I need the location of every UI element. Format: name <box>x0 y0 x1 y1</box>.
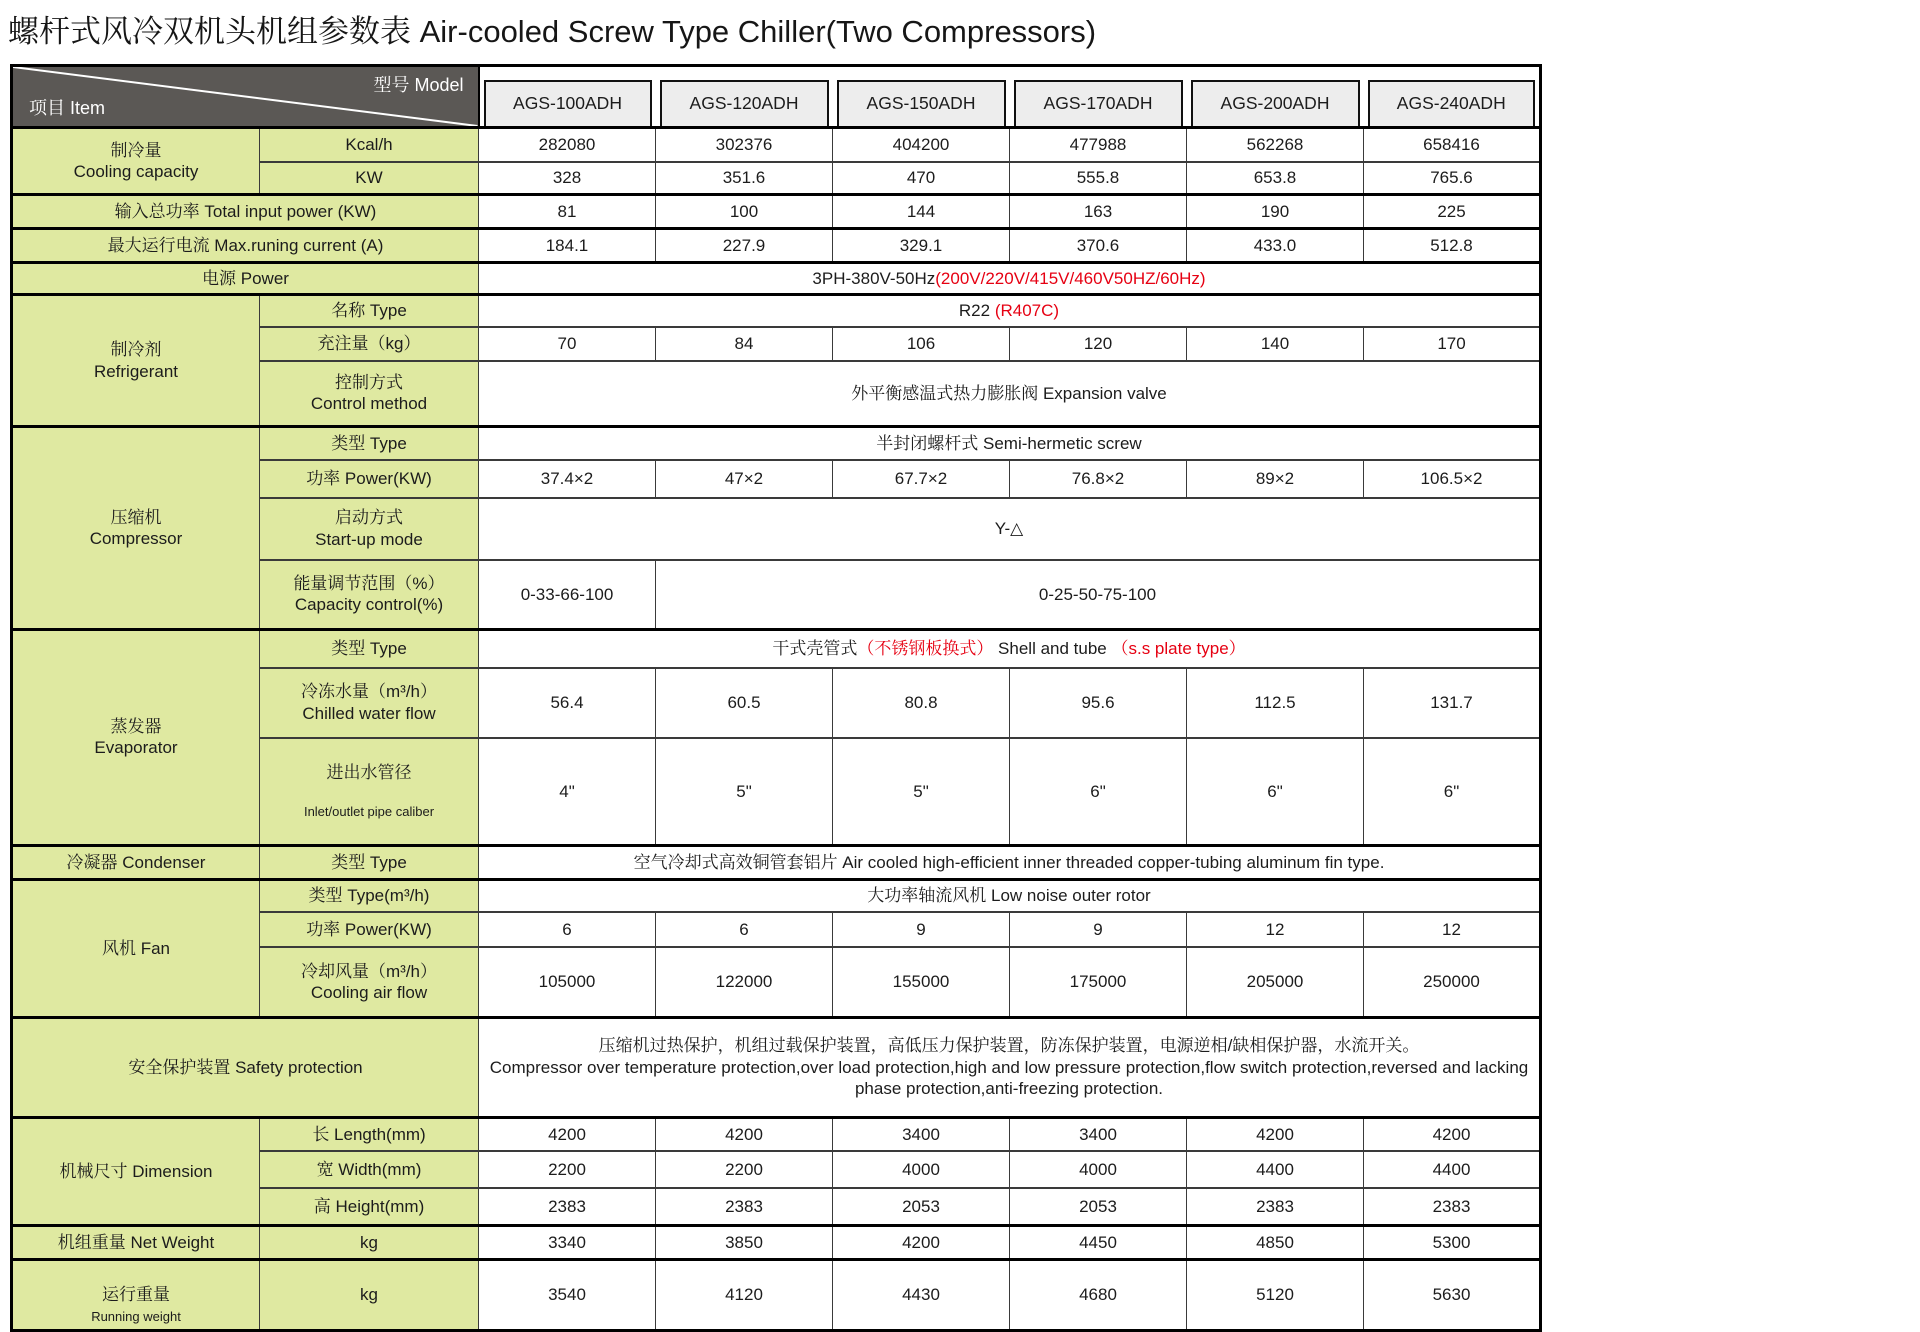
evaporator-type-value <box>479 630 1541 668</box>
row-label-height: 高 Height(mm) <box>260 1188 479 1225</box>
evaporator-type-en: Shell and tube <box>993 639 1112 659</box>
spec-value-cell: 122000 <box>656 947 833 1017</box>
spec-value-cell: 76.8×2 <box>1010 460 1187 498</box>
spec-value-cell: 3540 <box>479 1259 656 1330</box>
model-axis-label: 型号 Model <box>373 75 464 95</box>
model-header-cell <box>656 66 833 128</box>
spec-value-cell: 5" <box>833 738 1010 846</box>
row-net-weight <box>12 1225 1541 1259</box>
page-title: 螺杆式风冷双机头机组参数表 Air-cooled Screw Type Chiller(Two Compressors) <box>8 14 1097 49</box>
spec-value-cell: 5300 <box>1364 1225 1541 1259</box>
compressor-type-value: 半封闭螺杆式 Semi-hermetic screw <box>479 427 1541 460</box>
row-refrigerant-type <box>12 295 1541 327</box>
spec-value-cell: 4200 <box>1187 1117 1364 1151</box>
refrigerant-name: R22 <box>958 301 995 321</box>
row-fan-type <box>12 879 1541 912</box>
spec-value-cell: 2200 <box>479 1151 656 1188</box>
spec-value-cell: 112.5 <box>1187 668 1364 738</box>
spec-value-cell: 4000 <box>833 1151 1010 1188</box>
table-header-row <box>12 66 1541 128</box>
row-label-total-input-power: 输入总功率 Total input power (KW) <box>12 195 479 229</box>
spec-value-cell: 3850 <box>656 1225 833 1259</box>
spec-value-cell: 4200 <box>656 1117 833 1151</box>
spec-value-cell: 4200 <box>479 1117 656 1151</box>
unit-label-kw: KW <box>260 162 479 195</box>
pipe-caliber-label-en: Inlet/outlet pipe caliber <box>303 804 435 820</box>
row-condenser <box>12 845 1541 879</box>
spec-value-cell: 404200 <box>833 128 1010 162</box>
model-name: AGS-100ADH <box>484 80 652 126</box>
model-name: AGS-200ADH <box>1191 80 1360 126</box>
power-supply-options: (200V/220V/415V/460V50HZ/60Hz) <box>935 268 1206 288</box>
spec-value-cell: 4" <box>479 738 656 846</box>
spec-value-cell: 329.1 <box>833 229 1010 263</box>
spec-value-cell: 12 <box>1187 912 1364 947</box>
safety-protection-value <box>479 1017 1541 1117</box>
row-label-cooling-air-flow: 冷却风量（m³/h） Cooling air flow <box>260 947 479 1017</box>
group-label-cooling-capacity: 制冷量 Cooling capacity <box>12 128 260 195</box>
row-cooling-kcal <box>12 128 1541 162</box>
spec-value-cell: 658416 <box>1364 128 1541 162</box>
safety-text-zh: 压缩机过热保护，机组过载保护装置，高低压力保护装置，防冻保护装置，电源逆相/缺相保护器，水流开关。 <box>598 1036 1420 1056</box>
spec-value-cell: 3400 <box>833 1117 1010 1151</box>
net-weight-unit: kg <box>260 1225 479 1259</box>
spec-value-cell: 56.4 <box>479 668 656 738</box>
spec-value-cell: 3340 <box>479 1225 656 1259</box>
spec-value-cell: 205000 <box>1187 947 1364 1017</box>
spec-table-container <box>10 64 1542 1332</box>
spec-value-cell: 302376 <box>656 128 833 162</box>
spec-value-cell: 6 <box>656 912 833 947</box>
spec-value-cell: 106.5×2 <box>1364 460 1541 498</box>
row-label-compressor-power: 功率 Power(KW) <box>260 460 479 498</box>
spec-value-cell: 6" <box>1364 738 1541 846</box>
condenser-type-value: 空气冷却式高效铜管套铝片 Air cooled high-efficient inner threaded copper-tubing aluminum fin type. <box>479 845 1541 879</box>
spec-value-cell: 5" <box>656 738 833 846</box>
spec-value-cell: 328 <box>479 162 656 195</box>
refrigerant-alt: (R407C) <box>994 301 1060 321</box>
spec-value-cell: 105000 <box>479 947 656 1017</box>
row-label-capacity-control: 能量调节范围（%） Capacity control(%) <box>260 560 479 630</box>
spec-value-cell: 100 <box>656 195 833 229</box>
row-label-pipe-caliber <box>260 738 479 846</box>
spec-value-cell: 2383 <box>1364 1188 1541 1225</box>
model-name: AGS-120ADH <box>660 80 829 126</box>
safety-text-en: Compressor over temperature protection,over load protection,high and low pressure protection,flow switch protection,reversed and lacking phase protection,anti-freezing protection. <box>489 1057 1529 1098</box>
unit-label-kcal: Kcal/h <box>260 128 479 162</box>
spec-value-cell: 37.4×2 <box>479 460 656 498</box>
evaporator-type-zh: 干式壳管式 <box>772 639 858 659</box>
spec-value-cell: 6" <box>1010 738 1187 846</box>
group-label-dimension: 机械尺寸 Dimension <box>12 1117 260 1225</box>
spec-value-cell: 2053 <box>833 1188 1010 1225</box>
startup-mode-value: Y-△ <box>479 498 1541 560</box>
spec-value-cell: 106 <box>833 327 1010 361</box>
spec-value-cell: 2053 <box>1010 1188 1187 1225</box>
spec-value-cell: 4680 <box>1010 1259 1187 1330</box>
row-label-safety-protection: 安全保护装置 Safety protection <box>12 1017 479 1117</box>
diagonal-header-cell <box>12 66 479 128</box>
row-label-evaporator-type: 类型 Type <box>260 630 479 668</box>
row-label-condenser: 冷凝器 Condenser <box>12 845 260 879</box>
spec-value-cell: 562268 <box>1187 128 1364 162</box>
spec-value-cell: 80.8 <box>833 668 1010 738</box>
item-axis-label: 项目 Item <box>29 97 106 118</box>
group-label-refrigerant: 制冷剂 Refrigerant <box>12 295 260 427</box>
spec-value-cell: 2383 <box>1187 1188 1364 1225</box>
spec-value-cell: 653.8 <box>1187 162 1364 195</box>
spec-value-cell: 512.8 <box>1364 229 1541 263</box>
model-name: AGS-240ADH <box>1368 80 1536 126</box>
model-header-cell <box>1010 66 1187 128</box>
running-weight-unit: kg <box>260 1259 479 1330</box>
spec-value-cell: 184.1 <box>479 229 656 263</box>
spec-value-cell: 3400 <box>1010 1117 1187 1151</box>
spec-value-cell: 6" <box>1187 738 1364 846</box>
row-total-input-power <box>12 195 1541 229</box>
row-label-chilled-water-flow: 冷冻水量（m³/h） Chilled water flow <box>260 668 479 738</box>
row-label-power-supply: 电源 Power <box>12 263 479 295</box>
spec-value-cell: 250000 <box>1364 947 1541 1017</box>
spec-value-cell: 9 <box>1010 912 1187 947</box>
spec-value-cell: 225 <box>1364 195 1541 229</box>
pipe-caliber-label-zh: 进出水管径 <box>326 762 412 782</box>
spec-value-cell: 351.6 <box>656 162 833 195</box>
spec-value-cell: 4450 <box>1010 1225 1187 1259</box>
spec-value-cell: 175000 <box>1010 947 1187 1017</box>
spec-value-cell: 5630 <box>1364 1259 1541 1330</box>
spec-value-cell: 67.7×2 <box>833 460 1010 498</box>
spec-value-cell: 89×2 <box>1187 460 1364 498</box>
row-max-running-current <box>12 229 1541 263</box>
spec-value-cell: 4200 <box>833 1225 1010 1259</box>
row-label-length: 长 Length(mm) <box>260 1117 479 1151</box>
row-label-max-running-current: 最大运行电流 Max.runing current (A) <box>12 229 479 263</box>
spec-value-cell: 120 <box>1010 327 1187 361</box>
running-weight-label-zh: 运行重量 <box>102 1285 170 1304</box>
row-label-net-weight: 机组重量 Net Weight <box>12 1225 260 1259</box>
spec-value-cell: 12 <box>1364 912 1541 947</box>
row-label-fan-power: 功率 Power(KW) <box>260 912 479 947</box>
spec-value-cell: 470 <box>833 162 1010 195</box>
capacity-control-merged-value: 0-25-50-75-100 <box>656 560 1541 630</box>
spec-value-cell: 6 <box>479 912 656 947</box>
spec-value-cell: 4120 <box>656 1259 833 1330</box>
spec-value-cell: 70 <box>479 327 656 361</box>
fan-type-value: 大功率轴流风机 Low noise outer rotor <box>479 879 1541 912</box>
spec-value-cell: 4400 <box>1364 1151 1541 1188</box>
evaporator-type-en-note: （s.s plate type） <box>1111 639 1246 659</box>
spec-value-cell: 4400 <box>1187 1151 1364 1188</box>
model-header-cell <box>833 66 1010 128</box>
refrigerant-type-value <box>479 295 1541 327</box>
group-label-compressor: 压缩机 Compressor <box>12 427 260 630</box>
spec-value-cell: 282080 <box>479 128 656 162</box>
spec-value-cell: 4850 <box>1187 1225 1364 1259</box>
spec-value-cell: 140 <box>1187 327 1364 361</box>
spec-value-cell: 4000 <box>1010 1151 1187 1188</box>
row-label-fan-type: 类型 Type(m³/h) <box>260 879 479 912</box>
spec-value-cell: 60.5 <box>656 668 833 738</box>
model-header-cell <box>1187 66 1364 128</box>
spec-value-cell: 370.6 <box>1010 229 1187 263</box>
evaporator-type-zh-note: （不锈钢板换式） <box>857 639 994 659</box>
model-name: AGS-150ADH <box>837 80 1006 126</box>
spec-value-cell: 2383 <box>656 1188 833 1225</box>
spec-value-cell: 131.7 <box>1364 668 1541 738</box>
spec-value-cell: 155000 <box>833 947 1010 1017</box>
spec-value-cell: 227.9 <box>656 229 833 263</box>
control-method-value: 外平衡感温式热力膨胀阀 Expansion valve <box>479 361 1541 427</box>
spec-value-cell: 163 <box>1010 195 1187 229</box>
model-name: AGS-170ADH <box>1014 80 1183 126</box>
row-label-width: 宽 Width(mm) <box>260 1151 479 1188</box>
spec-value-cell: 144 <box>833 195 1010 229</box>
row-evaporator-type <box>12 630 1541 668</box>
row-dimension-length <box>12 1117 1541 1151</box>
spec-value-cell: 5120 <box>1187 1259 1364 1330</box>
row-compressor-type <box>12 427 1541 460</box>
row-label-control-method: 控制方式 Control method <box>260 361 479 427</box>
spec-value-cell: 2383 <box>479 1188 656 1225</box>
row-label-compressor-type: 类型 Type <box>260 427 479 460</box>
spec-value-cell: 84 <box>656 327 833 361</box>
spec-value-cell: 433.0 <box>1187 229 1364 263</box>
spec-value-cell: 47×2 <box>656 460 833 498</box>
spec-value-cell: 9 <box>833 912 1010 947</box>
row-label-startup-mode: 启动方式 Start-up mode <box>260 498 479 560</box>
capacity-control-first-value: 0-33-66-100 <box>479 560 656 630</box>
spec-value-cell: 477988 <box>1010 128 1187 162</box>
group-label-fan: 风机 Fan <box>12 879 260 1017</box>
power-supply-value <box>479 263 1541 295</box>
spec-value-cell: 765.6 <box>1364 162 1541 195</box>
row-safety-protection <box>12 1017 1541 1117</box>
model-header-cell <box>1364 66 1541 128</box>
row-power-supply <box>12 263 1541 295</box>
spec-value-cell: 81 <box>479 195 656 229</box>
group-label-evaporator: 蒸发器 Evaporator <box>12 630 260 846</box>
spec-value-cell: 95.6 <box>1010 668 1187 738</box>
spec-value-cell: 4430 <box>833 1259 1010 1330</box>
row-label-refrigerant-type: 名称 Type <box>260 295 479 327</box>
row-label-refrigerant-charge: 充注量（kg） <box>260 327 479 361</box>
power-supply-base: 3PH-380V-50Hz <box>812 268 936 288</box>
model-header-cell <box>479 66 656 128</box>
chiller-spec-table <box>10 64 1542 1332</box>
spec-value-cell: 2200 <box>656 1151 833 1188</box>
spec-value-cell: 4200 <box>1364 1117 1541 1151</box>
row-label-condenser-type: 类型 Type <box>260 845 479 879</box>
running-weight-label-en: Running weight <box>91 1309 181 1325</box>
spec-value-cell: 190 <box>1187 195 1364 229</box>
spec-value-cell: 170 <box>1364 327 1541 361</box>
spec-value-cell: 555.8 <box>1010 162 1187 195</box>
